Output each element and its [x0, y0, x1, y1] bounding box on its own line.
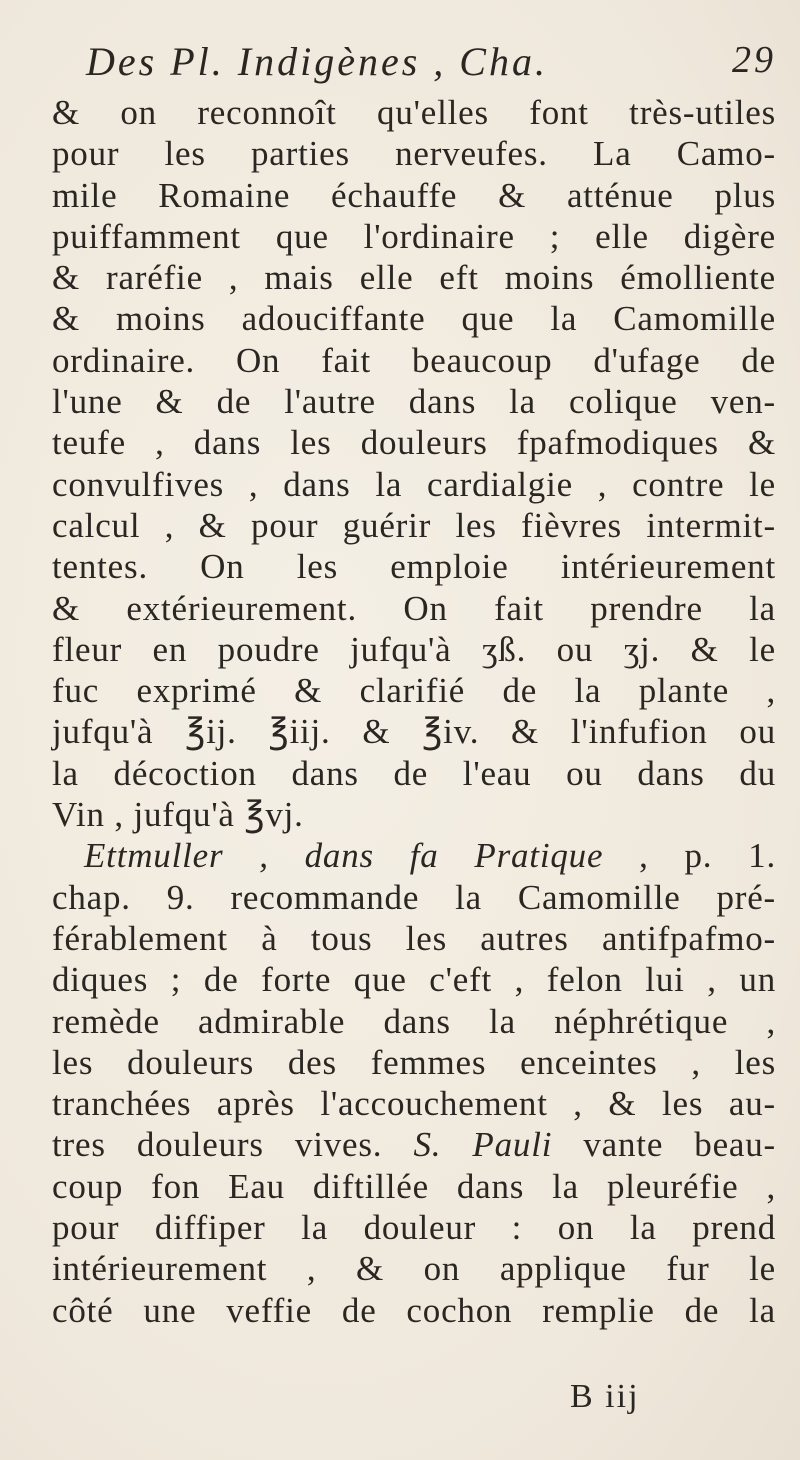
text-line: teufe , dans les douleurs fpafmodiques &: [52, 423, 776, 463]
running-header: [86, 38, 776, 94]
signature-mark: B iij: [570, 1378, 640, 1415]
text-line: ordinaire. On fait beaucoup d'ufage de: [52, 340, 776, 380]
text-line: puiffamment que l'ordinaire ; elle digère: [52, 216, 776, 256]
text-line: calcul , & pour guérir les fièvres intermit-: [52, 505, 776, 545]
text-line: convulfives , dans la cardialgie , contre le: [52, 464, 776, 504]
text-line: fleur en poudre jufqu'à ʒß. ou ʒj. & le: [52, 629, 776, 669]
text-line: pour diffiper la douleur : on la prend: [52, 1208, 776, 1248]
text-line: & extérieurement. On fait prendre la: [52, 588, 776, 628]
text-line: remède admirable dans la néphrétique ,: [52, 1001, 776, 1041]
text-line: côté une veffie de cochon remplie de la: [52, 1290, 776, 1330]
text-line: pour les parties nerveufes. La Camo-: [52, 134, 776, 174]
text-line: diques ; de forte que c'eft , felon lui , un: [52, 960, 776, 1000]
text-line: jufqu'à ℥ij. ℥iij. & ℥iv. & l'infufion ou: [52, 712, 776, 752]
text-line: les douleurs des femmes enceintes , les: [52, 1042, 776, 1082]
source-reference: , dans fa Pratique: [259, 836, 604, 876]
text-line: & raréfie , mais elle eft moins émolliente: [52, 258, 776, 298]
text-line: Vin , jufqu'à ℥vj.: [52, 795, 304, 835]
page-reference: , p. 1.: [639, 836, 776, 876]
text-line: férablement à tous les autres antifpafmo-: [52, 918, 776, 958]
text-line: tranchées après l'accouchement , & les au-: [52, 1084, 776, 1124]
author-name: Ettmuller: [84, 836, 224, 876]
text-line: & on reconnoît qu'elles font très-utiles: [52, 93, 776, 132]
text-line: l'une & de l'autre dans la colique ven-: [52, 382, 776, 422]
text-line: mile Romaine échauffe & atténue plus: [52, 175, 776, 215]
text-line: intérieurement , & on applique fur le: [52, 1249, 776, 1289]
running-title: Des Pl. Indigènes , Cha.: [86, 39, 548, 84]
line-text: tres douleurs vives.: [52, 1125, 383, 1165]
text-line: tentes. On les emploie intérieurement: [52, 547, 776, 587]
author-name-2: S. Pauli: [413, 1125, 553, 1165]
text-line: la décoction dans de l'eau ou dans du: [52, 753, 776, 793]
line-text: vante beau-: [583, 1125, 777, 1165]
text-line: fuc exprimé & clarifié de la plante ,: [52, 671, 776, 711]
text-line: coup fon Eau diftillée dans la pleuréfie ,: [52, 1166, 776, 1206]
page-body: [52, 92, 776, 1331]
text-line: chap. 9. recommande la Camomille pré-: [52, 877, 776, 917]
text-line-mixed: [52, 1124, 776, 1165]
text-line: & moins adouciffante que la Camomille: [52, 299, 776, 339]
page-number: 29: [732, 39, 776, 81]
paragraph-opening-line: [52, 835, 776, 876]
